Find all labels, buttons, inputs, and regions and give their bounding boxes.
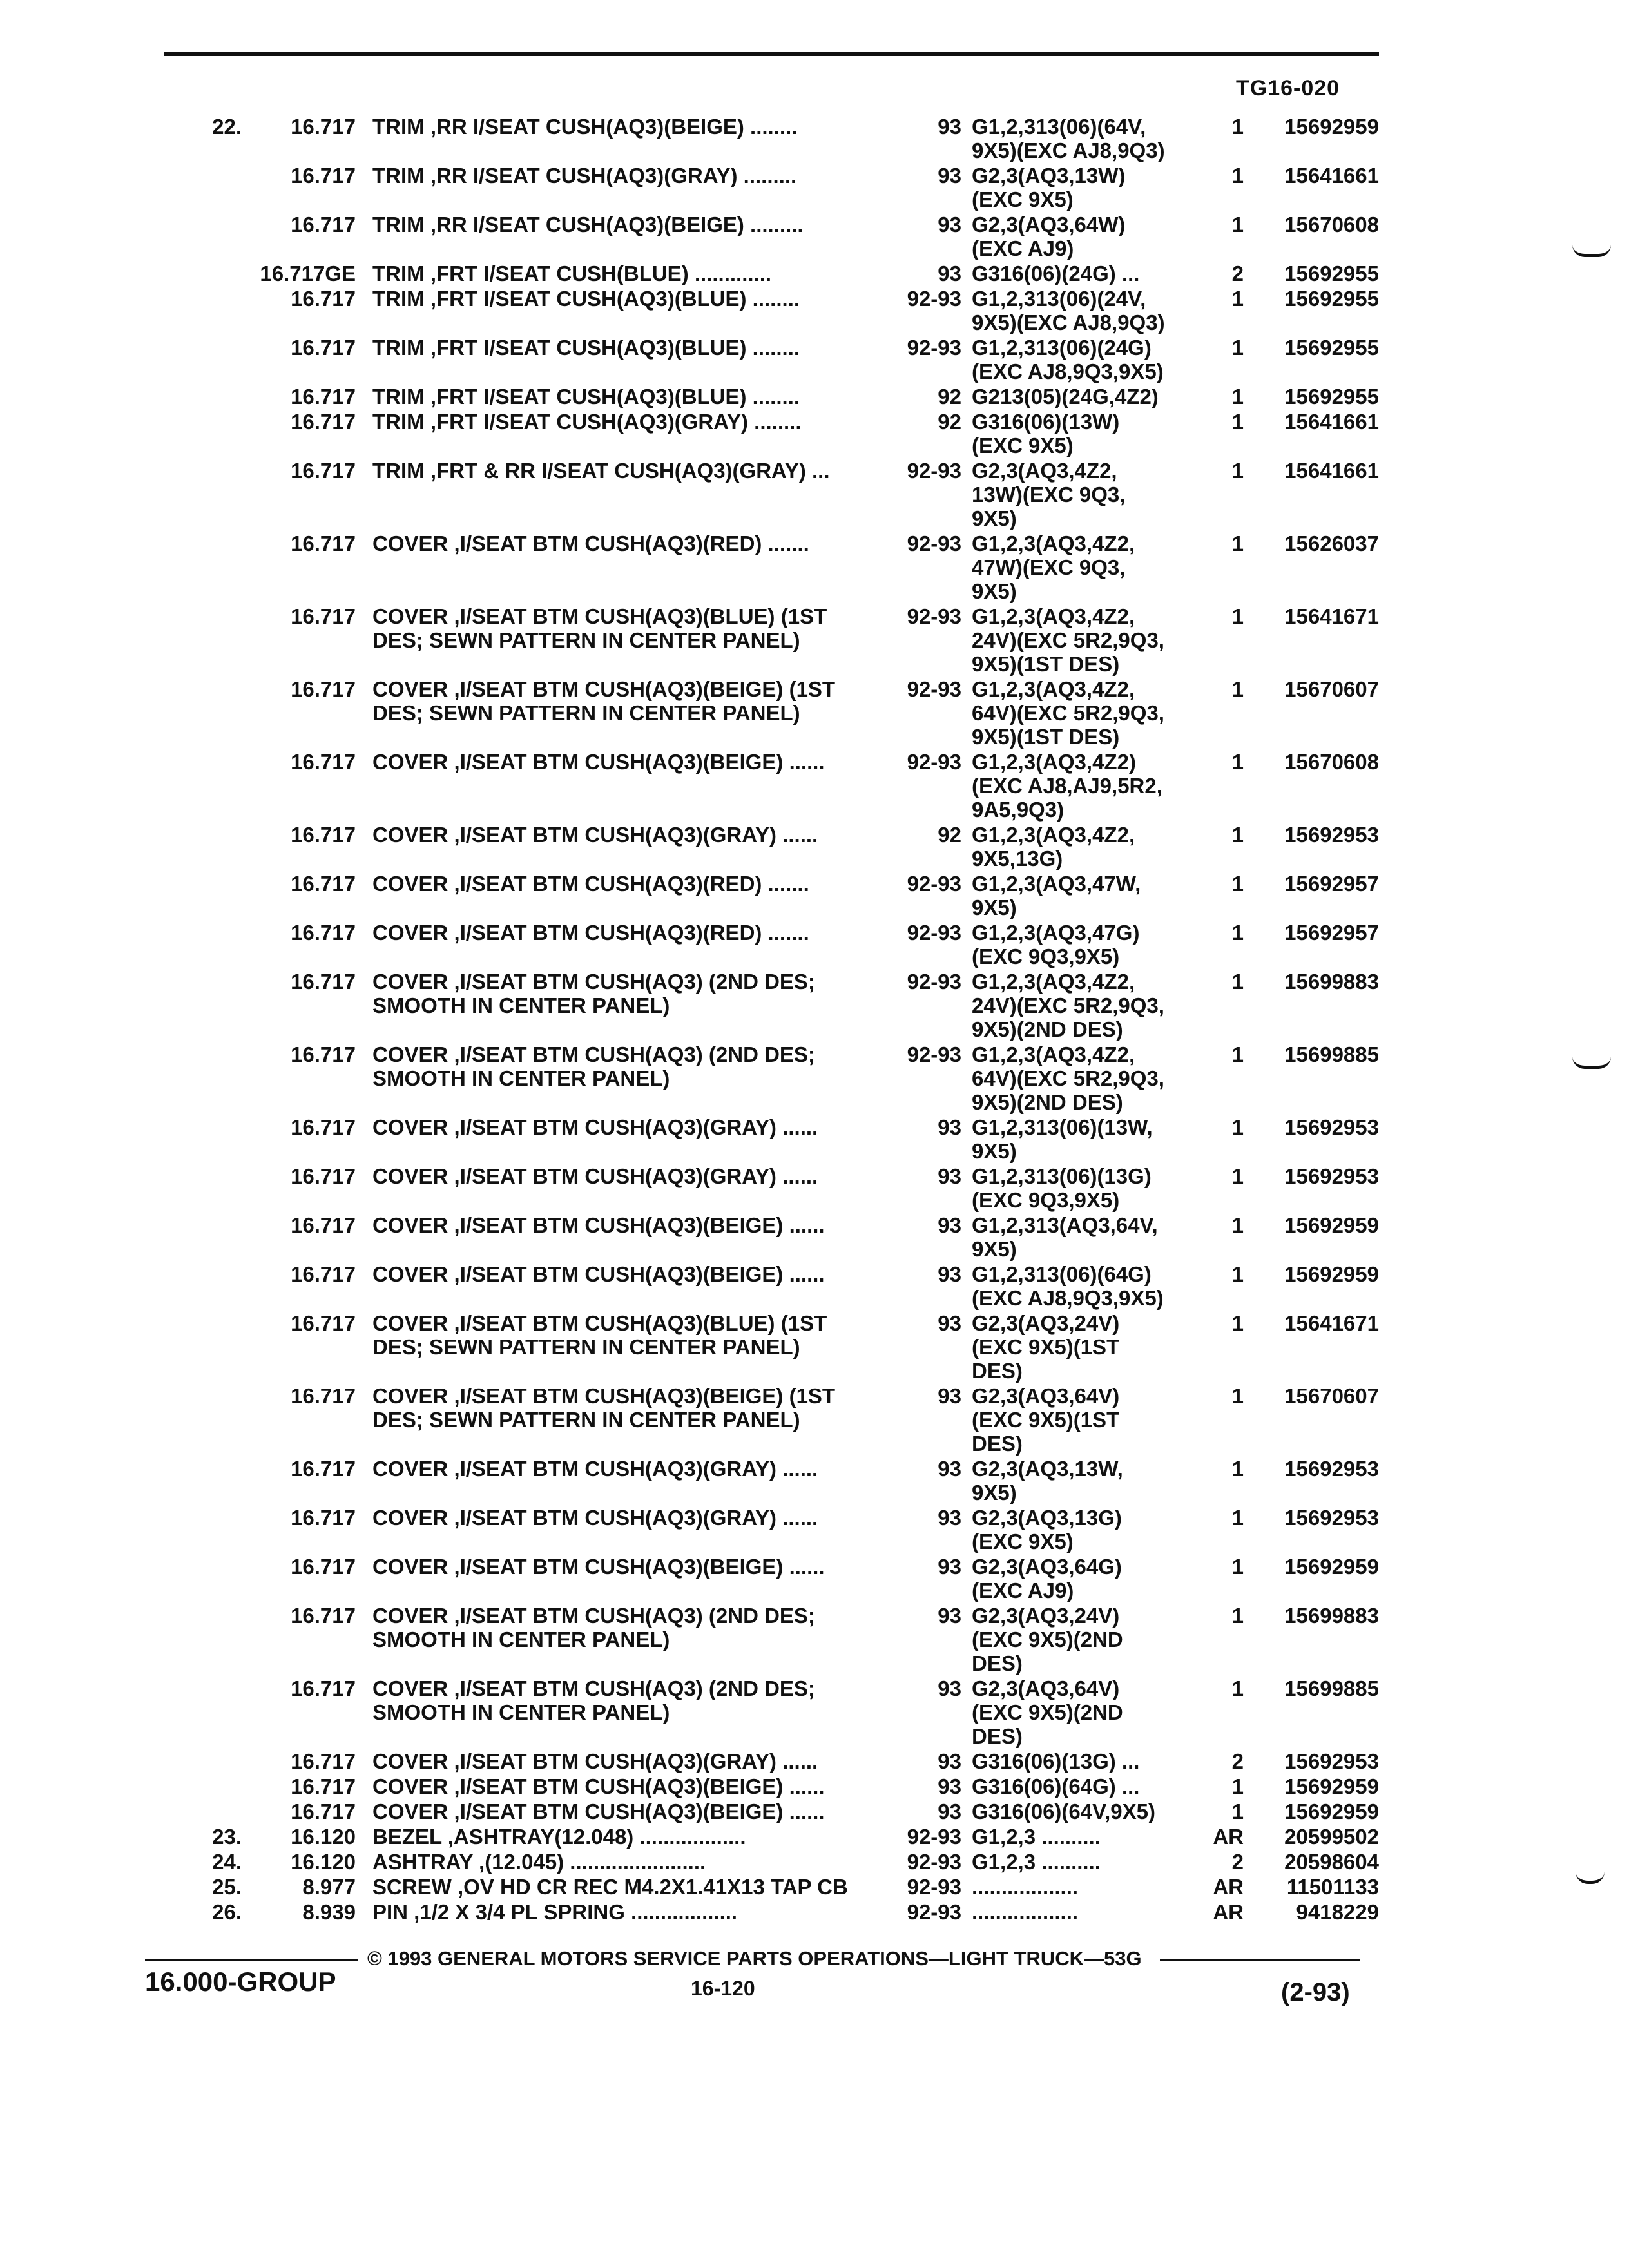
part-year: 93	[938, 1384, 961, 1408]
part-part: 15641661	[1284, 459, 1379, 483]
part-desc: COVER ,I/SEAT BTM CUSH(AQ3) (2ND DES; SMOOTH IN CENTER PANEL)	[372, 1043, 815, 1090]
part-group: 8.977	[302, 1875, 356, 1899]
part-part: 15692953	[1284, 1164, 1379, 1188]
part-part: 15699885	[1284, 1677, 1379, 1700]
part-year: 92-93	[907, 1825, 961, 1849]
part-usage: G1,2,3(AQ3,4Z2, 64V)(EXC 5R2,9Q3, 9X5)(2ND DES)	[972, 1043, 1164, 1114]
part-qty: AR	[1213, 1900, 1244, 1924]
part-desc: COVER ,I/SEAT BTM CUSH(AQ3) (2ND DES; SMOOTH IN CENTER PANEL)	[372, 970, 815, 1017]
part-row	[0, 1457, 1629, 1506]
part-qty: 2	[1231, 1850, 1244, 1874]
part-part: 15692959	[1284, 1213, 1379, 1237]
part-row	[0, 213, 1629, 262]
part-usage: G1,2,313(06)(24V, 9X5)(EXC AJ8,9Q3)	[972, 287, 1165, 334]
part-usage: G1,2,3(AQ3,47G) (EXC 9Q3,9X5)	[972, 921, 1140, 968]
part-row	[0, 677, 1629, 750]
part-year: 93	[938, 1115, 961, 1139]
part-part: 15692957	[1284, 872, 1379, 896]
part-group: 16.717	[291, 1677, 356, 1700]
part-desc: ASHTRAY ,(12.045) .......................	[372, 1850, 706, 1874]
part-usage: G2,3(AQ3,4Z2, 13W)(EXC 9Q3, 9X5)	[972, 459, 1126, 530]
part-qty: 1	[1231, 1213, 1244, 1237]
part-part: 15692955	[1284, 262, 1379, 285]
part-usage: G1,2,313(06)(64V, 9X5)(EXC AJ8,9Q3)	[972, 115, 1165, 162]
part-part: 11501133	[1286, 1875, 1379, 1899]
part-part: 15699883	[1284, 1604, 1379, 1628]
parts-list	[0, 115, 1629, 1925]
footer-rule-right	[1160, 1959, 1360, 1961]
part-row	[0, 1262, 1629, 1311]
date-code: (2-93)	[1281, 1978, 1350, 2006]
part-row	[0, 1774, 1629, 1800]
part-year: 93	[938, 262, 961, 285]
part-row	[0, 1384, 1629, 1457]
part-desc: COVER ,I/SEAT BTM CUSH(AQ3)(BEIGE) ......	[372, 1213, 825, 1237]
part-part: 15692959	[1284, 1774, 1379, 1798]
part-part: 15670607	[1284, 677, 1379, 701]
part-qty: 1	[1231, 336, 1244, 360]
part-qty: 1	[1231, 410, 1244, 434]
part-row	[0, 1043, 1629, 1115]
part-desc: COVER ,I/SEAT BTM CUSH(AQ3)(BEIGE) ......	[372, 1774, 825, 1798]
part-desc: BEZEL ,ASHTRAY(12.048) ..................	[372, 1825, 746, 1849]
part-desc: TRIM ,RR I/SEAT CUSH(AQ3)(BEIGE) ........	[372, 115, 798, 139]
part-desc: TRIM ,FRT I/SEAT CUSH(BLUE) .............	[372, 262, 772, 285]
part-usage: G1,2,313(06)(13W, 9X5)	[972, 1115, 1153, 1163]
part-qty: 1	[1231, 750, 1244, 774]
part-year: 92-93	[907, 1043, 961, 1066]
part-qty: 1	[1231, 532, 1244, 555]
part-desc: COVER ,I/SEAT BTM CUSH(AQ3) (2ND DES; SMOOTH IN CENTER PANEL)	[372, 1677, 815, 1724]
part-row	[0, 750, 1629, 823]
part-row	[0, 1115, 1629, 1164]
part-usage: G1,2,3(AQ3,4Z2, 64V)(EXC 5R2,9Q3, 9X5)(1ST DES)	[972, 677, 1164, 749]
part-usage: G1,2,3 ..........	[972, 1850, 1101, 1874]
part-group: 16.717	[291, 921, 356, 945]
part-desc: COVER ,I/SEAT BTM CUSH(AQ3)(GRAY) ......	[372, 1164, 818, 1188]
part-part: 15692959	[1284, 1555, 1379, 1579]
part-part: 15692955	[1284, 287, 1379, 311]
part-ref: 26.	[212, 1900, 242, 1924]
part-qty: 1	[1231, 1311, 1244, 1335]
part-usage: G316(06)(64G) ...	[972, 1774, 1140, 1798]
part-group: 16.717	[291, 750, 356, 774]
part-ref: 25.	[212, 1875, 242, 1899]
part-desc: COVER ,I/SEAT BTM CUSH(AQ3)(BLUE) (1ST DES; SEWN PATTERN IN CENTER PANEL)	[372, 604, 827, 652]
part-group: 16.717	[291, 1457, 356, 1481]
part-usage: G213(05)(24G,4Z2)	[972, 385, 1159, 408]
part-row	[0, 459, 1629, 532]
part-qty: 1	[1231, 1115, 1244, 1139]
part-row	[0, 1506, 1629, 1555]
part-usage: G316(06)(13W) (EXC 9X5)	[972, 410, 1120, 457]
part-part: 15670608	[1284, 750, 1379, 774]
part-year: 92-93	[907, 750, 961, 774]
part-part: 15692957	[1284, 921, 1379, 945]
part-group: 16.717	[291, 1506, 356, 1530]
part-row	[0, 823, 1629, 872]
part-row	[0, 1850, 1629, 1875]
part-usage: G1,2,3 ..........	[972, 1825, 1101, 1849]
part-qty: 2	[1231, 262, 1244, 285]
part-row	[0, 921, 1629, 970]
part-row	[0, 1164, 1629, 1213]
part-row	[0, 604, 1629, 677]
part-part: 15692959	[1284, 115, 1379, 139]
part-part: 15641671	[1284, 1311, 1379, 1335]
part-group: 16.717	[291, 1800, 356, 1823]
part-group: 16.717	[291, 287, 356, 311]
part-group: 16.717	[291, 115, 356, 139]
part-row	[0, 1604, 1629, 1677]
part-qty: 1	[1231, 1677, 1244, 1700]
part-usage: G2,3(AQ3,24V) (EXC 9X5)(1ST DES)	[972, 1311, 1120, 1383]
part-ref: 23.	[212, 1825, 242, 1849]
part-year: 93	[938, 1506, 961, 1530]
part-year: 93	[938, 1749, 961, 1773]
part-usage: G1,2,313(06)(64G) (EXC AJ8,9Q3,9X5)	[972, 1262, 1164, 1310]
part-part: 9418229	[1296, 1900, 1379, 1924]
part-row	[0, 115, 1629, 164]
part-part: 15692953	[1284, 1457, 1379, 1481]
part-row	[0, 1749, 1629, 1774]
part-usage: G1,2,3(AQ3,4Z2, 47W)(EXC 9Q3, 9X5)	[972, 532, 1135, 603]
part-row	[0, 1213, 1629, 1262]
part-qty: 1	[1231, 1555, 1244, 1579]
part-part: 15626037	[1284, 532, 1379, 555]
part-part: 15692955	[1284, 385, 1379, 408]
part-desc: COVER ,I/SEAT BTM CUSH(AQ3)(BEIGE) (1ST DES; SEWN PATTERN IN CENTER PANEL)	[372, 677, 836, 725]
part-usage: G316(06)(13G) ...	[972, 1749, 1140, 1773]
part-row	[0, 970, 1629, 1043]
part-desc: TRIM ,RR I/SEAT CUSH(AQ3)(BEIGE) .........	[372, 213, 804, 236]
part-year: 92	[938, 410, 961, 434]
part-qty: 1	[1231, 1262, 1244, 1286]
part-desc: COVER ,I/SEAT BTM CUSH(AQ3)(BLUE) (1ST DES; SEWN PATTERN IN CENTER PANEL)	[372, 1311, 827, 1359]
part-qty: 1	[1231, 213, 1244, 236]
part-group: 16.717GE	[260, 262, 356, 285]
part-usage: G316(06)(24G) ...	[972, 262, 1140, 285]
part-desc: COVER ,I/SEAT BTM CUSH(AQ3)(RED) .......	[372, 532, 809, 555]
part-group: 16.717	[291, 1749, 356, 1773]
part-row	[0, 385, 1629, 410]
part-group: 16.717	[291, 677, 356, 701]
part-year: 93	[938, 1262, 961, 1286]
part-group: 16.717	[291, 1164, 356, 1188]
part-usage: G1,2,3(AQ3,4Z2, 9X5,13G)	[972, 823, 1135, 870]
part-usage: G2,3(AQ3,64V) (EXC 9X5)(2ND DES)	[972, 1677, 1123, 1748]
part-part: 20599502	[1284, 1825, 1379, 1849]
part-qty: 1	[1231, 459, 1244, 483]
part-part: 15692953	[1284, 1115, 1379, 1139]
part-year: 92-93	[907, 677, 961, 701]
part-ref: 22.	[212, 115, 242, 139]
part-year: 93	[938, 164, 961, 187]
part-qty: 1	[1231, 1800, 1244, 1823]
group-label: 16.000-GROUP	[145, 1966, 336, 1997]
part-usage: G1,2,3(AQ3,4Z2, 24V)(EXC 5R2,9Q3, 9X5)(2ND DES)	[972, 970, 1164, 1041]
part-qty: 1	[1231, 1506, 1244, 1530]
part-desc: COVER ,I/SEAT BTM CUSH(AQ3)(RED) .......	[372, 921, 809, 945]
part-year: 92-93	[907, 921, 961, 945]
part-qty: 2	[1231, 1749, 1244, 1773]
part-year: 92-93	[907, 604, 961, 628]
part-desc: COVER ,I/SEAT BTM CUSH(AQ3)(GRAY) ......	[372, 1749, 818, 1773]
part-ref: 24.	[212, 1850, 242, 1874]
part-year: 93	[938, 1774, 961, 1798]
part-group: 16.717	[291, 1115, 356, 1139]
part-row	[0, 1800, 1629, 1825]
part-group: 16.717	[291, 823, 356, 847]
part-group: 16.717	[291, 532, 356, 555]
part-desc: PIN ,1/2 X 3/4 PL SPRING ..................	[372, 1900, 738, 1924]
part-desc: COVER ,I/SEAT BTM CUSH(AQ3)(BEIGE) ......	[372, 1555, 825, 1579]
part-group: 16.120	[291, 1850, 356, 1874]
part-row	[0, 287, 1629, 336]
part-year: 93	[938, 1555, 961, 1579]
part-desc: COVER ,I/SEAT BTM CUSH(AQ3)(BEIGE) ......	[372, 1800, 825, 1823]
part-usage: G1,2,3(AQ3,4Z2) (EXC AJ8,AJ9,5R2, 9A5,9Q3)	[972, 750, 1162, 822]
part-qty: 1	[1231, 1043, 1244, 1066]
part-desc: COVER ,I/SEAT BTM CUSH(AQ3)(BEIGE) ......	[372, 750, 825, 774]
part-row	[0, 532, 1629, 604]
part-desc: COVER ,I/SEAT BTM CUSH(AQ3)(RED) .......	[372, 872, 809, 896]
part-part: 15692953	[1284, 1506, 1379, 1530]
part-row	[0, 1311, 1629, 1384]
top-rule	[164, 52, 1379, 56]
part-qty: 1	[1231, 115, 1244, 139]
part-usage: G2,3(AQ3,13G) (EXC 9X5)	[972, 1506, 1122, 1553]
part-qty: 1	[1231, 1457, 1244, 1481]
part-group: 16.717	[291, 1043, 356, 1066]
part-desc: TRIM ,FRT & RR I/SEAT CUSH(AQ3)(GRAY) ...	[372, 459, 830, 483]
part-desc: SCREW ,OV HD CR REC M4.2X1.41X13 TAP CB	[372, 1875, 848, 1899]
part-year: 93	[938, 1213, 961, 1237]
part-usage: G1,2,3(AQ3,47W, 9X5)	[972, 872, 1141, 919]
part-group: 16.120	[291, 1825, 356, 1849]
part-qty: 1	[1231, 385, 1244, 408]
part-group: 16.717	[291, 970, 356, 994]
part-desc: COVER ,I/SEAT BTM CUSH(AQ3)(BEIGE) (1ST DES; SEWN PATTERN IN CENTER PANEL)	[372, 1384, 836, 1432]
part-desc: TRIM ,FRT I/SEAT CUSH(AQ3)(BLUE) ........	[372, 385, 800, 408]
part-usage: G2,3(AQ3,24V) (EXC 9X5)(2ND DES)	[972, 1604, 1123, 1675]
part-group: 16.717	[291, 213, 356, 236]
part-qty: 1	[1231, 677, 1244, 701]
part-qty: 1	[1231, 1604, 1244, 1628]
part-usage: G316(06)(64V,9X5)	[972, 1800, 1155, 1823]
part-desc: COVER ,I/SEAT BTM CUSH(AQ3)(BEIGE) ......	[372, 1262, 825, 1286]
part-group: 16.717	[291, 1262, 356, 1286]
part-group: 16.717	[291, 164, 356, 187]
part-year: 92-93	[907, 1850, 961, 1874]
page-code: TG16-020	[1236, 76, 1340, 101]
part-group: 16.717	[291, 1555, 356, 1579]
part-year: 92-93	[907, 336, 961, 360]
part-row	[0, 1900, 1629, 1925]
part-usage: ..................	[972, 1875, 1079, 1899]
part-year: 92-93	[907, 287, 961, 311]
part-desc: COVER ,I/SEAT BTM CUSH(AQ3) (2ND DES; SMOOTH IN CENTER PANEL)	[372, 1604, 815, 1651]
part-qty: 1	[1231, 1774, 1244, 1798]
part-group: 8.939	[302, 1900, 356, 1924]
part-row	[0, 1677, 1629, 1749]
part-usage: G2,3(AQ3,64V) (EXC 9X5)(1ST DES)	[972, 1384, 1120, 1456]
part-part: 15692959	[1284, 1800, 1379, 1823]
part-part: 15670607	[1284, 1384, 1379, 1408]
part-qty: 1	[1231, 604, 1244, 628]
part-desc: COVER ,I/SEAT BTM CUSH(AQ3)(GRAY) ......	[372, 1457, 818, 1481]
part-row	[0, 1825, 1629, 1850]
part-qty: 1	[1231, 970, 1244, 994]
part-group: 16.717	[291, 410, 356, 434]
scan-mark	[1572, 1057, 1611, 1069]
part-year: 93	[938, 1604, 961, 1628]
part-qty: 1	[1231, 164, 1244, 187]
part-qty: AR	[1213, 1875, 1244, 1899]
part-year: 93	[938, 1677, 961, 1700]
part-group: 16.717	[291, 1213, 356, 1237]
part-qty: 1	[1231, 823, 1244, 847]
part-part: 15692955	[1284, 336, 1379, 360]
part-part: 15692953	[1284, 823, 1379, 847]
page-number: 16-120	[691, 1977, 755, 2000]
part-part: 15641671	[1284, 604, 1379, 628]
part-row	[0, 410, 1629, 459]
part-group: 16.717	[291, 385, 356, 408]
part-group: 16.717	[291, 1604, 356, 1628]
part-group: 16.717	[291, 1774, 356, 1798]
part-year: 92-93	[907, 1875, 961, 1899]
part-row	[0, 872, 1629, 921]
part-year: 92	[938, 823, 961, 847]
part-part: 15641661	[1284, 164, 1379, 187]
part-usage: ..................	[972, 1900, 1079, 1924]
part-desc: TRIM ,FRT I/SEAT CUSH(AQ3)(GRAY) ........	[372, 410, 802, 434]
part-part: 20598604	[1284, 1850, 1379, 1874]
part-row	[0, 336, 1629, 385]
part-qty: 1	[1231, 872, 1244, 896]
part-desc: COVER ,I/SEAT BTM CUSH(AQ3)(GRAY) ......	[372, 823, 818, 847]
part-group: 16.717	[291, 604, 356, 628]
part-qty: 1	[1231, 287, 1244, 311]
part-row	[0, 262, 1629, 287]
part-qty: 1	[1231, 1384, 1244, 1408]
part-part: 15692959	[1284, 1262, 1379, 1286]
part-year: 92	[938, 385, 961, 408]
part-year: 92-93	[907, 872, 961, 896]
part-qty: 1	[1231, 921, 1244, 945]
part-qty: AR	[1213, 1825, 1244, 1849]
part-group: 16.717	[291, 336, 356, 360]
part-year: 92-93	[907, 970, 961, 994]
part-part: 15692953	[1284, 1749, 1379, 1773]
part-desc: TRIM ,FRT I/SEAT CUSH(AQ3)(BLUE) ........	[372, 287, 800, 311]
copyright-line: © 1993 GENERAL MOTORS SERVICE PARTS OPERATIONS—LIGHT TRUCK—53G	[367, 1947, 1142, 1970]
part-year: 93	[938, 1311, 961, 1335]
part-usage: G1,2,3(AQ3,4Z2, 24V)(EXC 5R2,9Q3, 9X5)(1ST DES)	[972, 604, 1164, 676]
part-usage: G2,3(AQ3,64G) (EXC AJ9)	[972, 1555, 1122, 1602]
part-desc: TRIM ,FRT I/SEAT CUSH(AQ3)(BLUE) ........	[372, 336, 800, 360]
part-usage: G1,2,313(06)(13G) (EXC 9Q3,9X5)	[972, 1164, 1152, 1212]
part-year: 93	[938, 1800, 961, 1823]
part-row	[0, 1875, 1629, 1900]
part-usage: G1,2,313(AQ3,64V, 9X5)	[972, 1213, 1158, 1261]
part-part: 15641661	[1284, 410, 1379, 434]
part-usage: G2,3(AQ3,13W, 9X5)	[972, 1457, 1123, 1504]
footer-rule-left	[145, 1959, 358, 1961]
part-year: 92-93	[907, 1900, 961, 1924]
part-year: 93	[938, 1457, 961, 1481]
part-year: 93	[938, 115, 961, 139]
part-year: 93	[938, 1164, 961, 1188]
part-part: 15699883	[1284, 970, 1379, 994]
part-year: 93	[938, 213, 961, 236]
part-qty: 1	[1231, 1164, 1244, 1188]
part-group: 16.717	[291, 459, 356, 483]
part-year: 92-93	[907, 532, 961, 555]
part-desc: COVER ,I/SEAT BTM CUSH(AQ3)(GRAY) ......	[372, 1506, 818, 1530]
part-usage: G2,3(AQ3,64W) (EXC AJ9)	[972, 213, 1126, 260]
scan-mark	[1572, 245, 1611, 257]
part-part: 15670608	[1284, 213, 1379, 236]
part-part: 15699885	[1284, 1043, 1379, 1066]
part-desc: TRIM ,RR I/SEAT CUSH(AQ3)(GRAY) .........	[372, 164, 797, 187]
part-usage: G2,3(AQ3,13W) (EXC 9X5)	[972, 164, 1126, 211]
part-group: 16.717	[291, 1311, 356, 1335]
part-row	[0, 1555, 1629, 1604]
part-group: 16.717	[291, 1384, 356, 1408]
part-row	[0, 164, 1629, 213]
part-desc: COVER ,I/SEAT BTM CUSH(AQ3)(GRAY) ......	[372, 1115, 818, 1139]
part-year: 92-93	[907, 459, 961, 483]
part-group: 16.717	[291, 872, 356, 896]
part-usage: G1,2,313(06)(24G) (EXC AJ8,9Q3,9X5)	[972, 336, 1164, 383]
